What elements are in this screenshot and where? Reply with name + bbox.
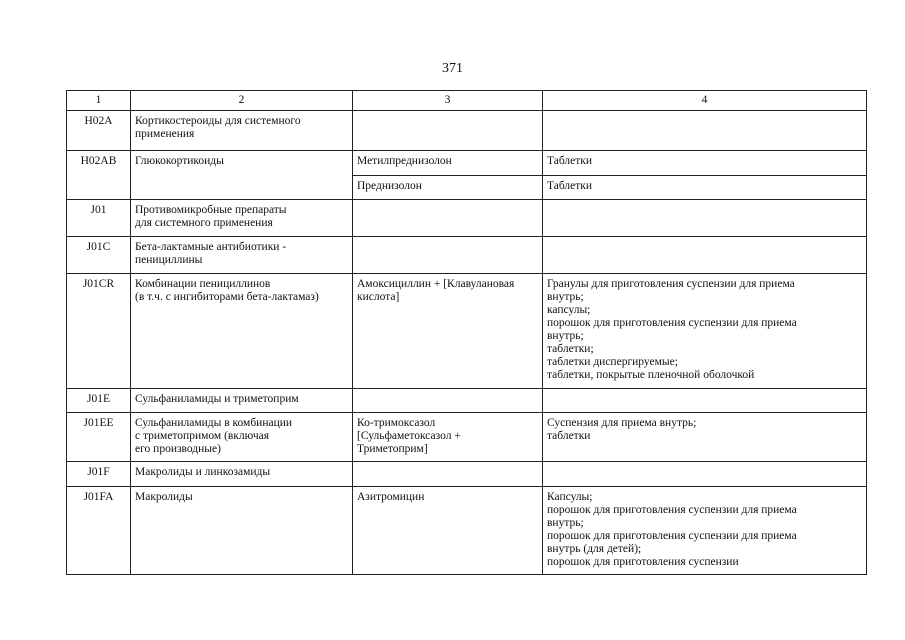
atc-code-cell: J01F: [67, 462, 131, 487]
dosage-form-cell: Таблетки: [543, 151, 867, 176]
atc-group-cell: Бета-лактамные антибиотики - пенициллины: [131, 237, 353, 274]
drug-name-cell: [353, 200, 543, 237]
atc-code-cell: J01EE: [67, 413, 131, 462]
dosage-form-cell: [543, 111, 867, 151]
table-row: [67, 462, 867, 487]
atc-group-cell: Глюкокортикоиды: [131, 151, 353, 200]
drug-name-cell: [353, 237, 543, 274]
atc-code-cell: J01E: [67, 389, 131, 413]
dosage-form-cell: [543, 462, 867, 487]
atc-group-cell: Кортикостероиды для системного применения: [131, 111, 353, 151]
atc-group-cell: Сульфаниламиды и триметоприм: [131, 389, 353, 413]
atc-code-cell: J01CR: [67, 274, 131, 389]
dosage-form-cell: [543, 237, 867, 274]
table-row: [67, 111, 867, 151]
table-row: [67, 389, 867, 413]
atc-group-cell: Комбинации пенициллинов (в т.ч. с ингибиторами бета-лактамаз): [131, 274, 353, 389]
page-number: 371: [442, 61, 463, 76]
atc-code-cell: H02AB: [67, 151, 131, 200]
table-row: [67, 200, 867, 237]
drug-name-cell: [353, 389, 543, 413]
drug-name-cell: [353, 462, 543, 487]
column-header-form: 4: [543, 91, 867, 111]
table-row: [67, 413, 867, 462]
drug-name-cell: Амоксициллин + [Клавулановая кислота]: [353, 274, 543, 389]
atc-group-cell: Сульфаниламиды в комбинации с триметопримом (включая его производные): [131, 413, 353, 462]
drug-name-cell: Преднизолон: [353, 176, 543, 200]
drug-registry-table: [66, 90, 867, 575]
table-row: [67, 151, 867, 176]
drug-name-cell: Метилпреднизолон: [353, 151, 543, 176]
atc-code-cell: H02A: [67, 111, 131, 151]
drug-name-cell: [353, 111, 543, 151]
table-row: [67, 237, 867, 274]
table-row: [67, 274, 867, 389]
column-header-code: 1: [67, 91, 131, 111]
drug-name-cell: Азитромицин: [353, 487, 543, 575]
dosage-form-cell: Капсулы; порошок для приготовления суспензии для приема внутрь; порошок для приготовления суспензии для приема внутрь (для детей); порошок для приготовления суспензии: [543, 487, 867, 575]
atc-group-cell: Макролиды и линкозамиды: [131, 462, 353, 487]
dosage-form-cell: Суспензия для приема внутрь; таблетки: [543, 413, 867, 462]
column-header-group: 2: [131, 91, 353, 111]
atc-code-cell: J01C: [67, 237, 131, 274]
column-header-drug: 3: [353, 91, 543, 111]
dosage-form-cell: [543, 200, 867, 237]
dosage-form-cell: [543, 389, 867, 413]
dosage-form-cell: Таблетки: [543, 176, 867, 200]
drug-name-cell: Ко-тримоксазол [Сульфаметоксазол + Триметоприм]: [353, 413, 543, 462]
atc-group-cell: Макролиды: [131, 487, 353, 575]
dosage-form-cell: Гранулы для приготовления суспензии для приема внутрь; капсулы; порошок для приготовления суспензии для приема внутрь; таблетки; таблетки диспергируемые; таблетки, покрытые пленочной оболочкой: [543, 274, 867, 389]
atc-group-cell: Противомикробные препараты для системного применения: [131, 200, 353, 237]
table-header-row: [67, 91, 867, 111]
table-row: [67, 487, 867, 575]
atc-code-cell: J01: [67, 200, 131, 237]
atc-code-cell: J01FA: [67, 487, 131, 575]
